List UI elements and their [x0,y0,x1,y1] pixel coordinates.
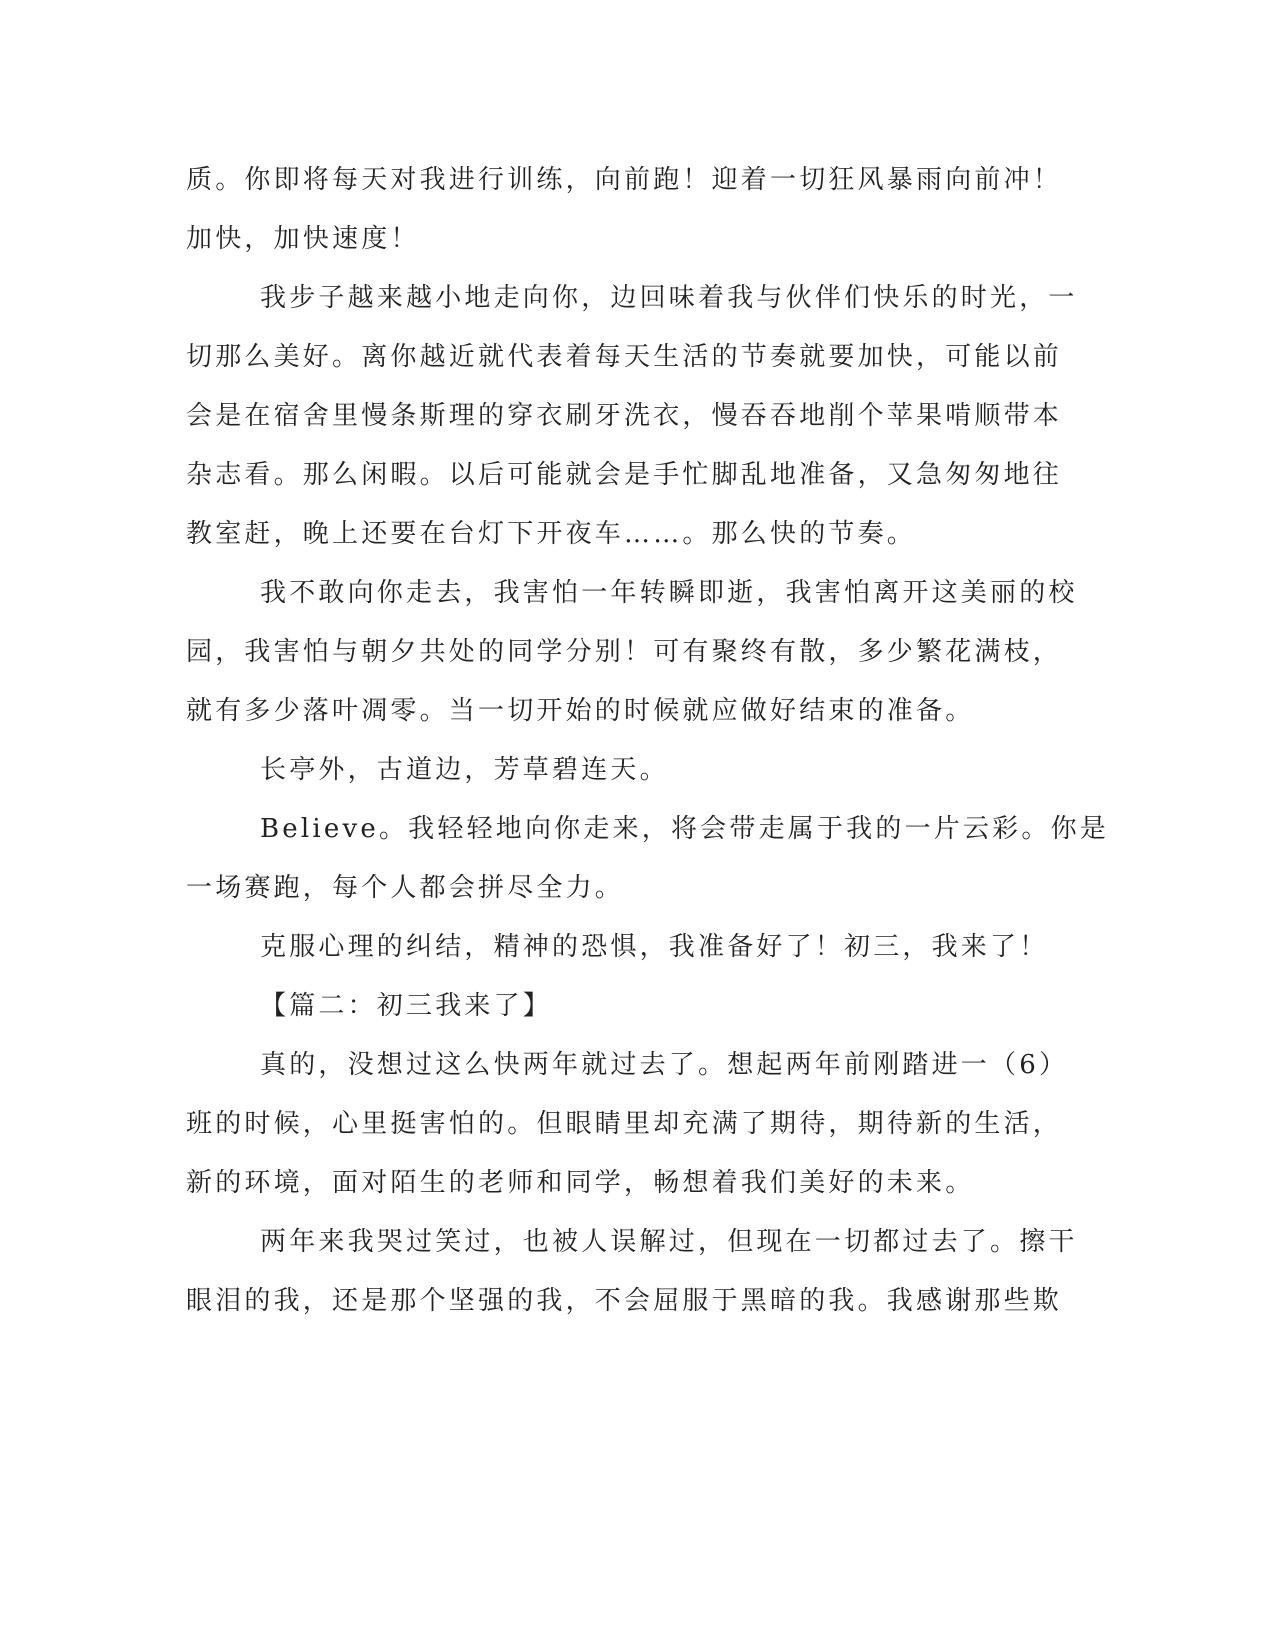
text-line: 切那么美好。离你越近就代表着每天生活的节奏就要加快，可能以前 [186,342,1063,372]
text-line: 新的环境，面对陌生的老师和同学，畅想着我们美好的未来。 [186,1168,975,1198]
paragraph-start: 我不敢向你走去，我害怕一年转瞬即逝，我害怕离开这美丽的校 [260,578,1078,608]
text-line: 一场赛跑，每个人都会拼尽全力。 [186,873,625,903]
text-line: 加快，加快速度！ [186,224,420,254]
paragraph-start: 克服心理的纠结，精神的恐惧，我准备好了！初三，我来了！ [260,932,1049,962]
text-line: 质。你即将每天对我进行训练，向前跑！迎着一切狂风暴雨向前冲！ [186,165,1063,195]
paragraph-start: 真的，没想过这么快两年就过去了。想起两年前刚踏进一（6） [260,1050,1069,1080]
paragraph-start: Believe。我轻轻地向你走来，将会带走属于我的一片云彩。你是 [260,814,1109,844]
section-heading: 【篇二：初三我来了】 [260,991,553,1021]
paragraph-start: 长亭外，古道边，芳草碧连天。 [260,755,669,785]
text-line: 眼泪的我，还是那个坚强的我，不会屈服于黑暗的我。我感谢那些欺 [186,1286,1063,1316]
text-line: 杂志看。那么闲暇。以后可能就会是手忙脚乱地准备，又急匆匆地往 [186,460,1063,490]
text-line: 就有多少落叶凋零。当一切开始的时候就应做好结束的准备。 [186,696,975,726]
text-line: 会是在宿舍里慢条斯理的穿衣刷牙洗衣，慢吞吞地削个苹果啃顺带本 [186,401,1063,431]
text-line: 班的时候，心里挺害怕的。但眼睛里却充满了期待，期待新的生活， [186,1109,1063,1139]
paragraph-start: 我步子越来越小地走向你，边回味着我与伙伴们快乐的时光，一 [260,283,1078,313]
text-line: 园，我害怕与朝夕共处的同学分别！可有聚终有散，多少繁花满枝， [186,637,1063,667]
text-line: 教室赶，晚上还要在台灯下开夜车……。那么快的节奏。 [186,519,917,549]
paragraph-start: 两年来我哭过笑过，也被人误解过，但现在一切都过去了。擦干 [260,1227,1078,1257]
